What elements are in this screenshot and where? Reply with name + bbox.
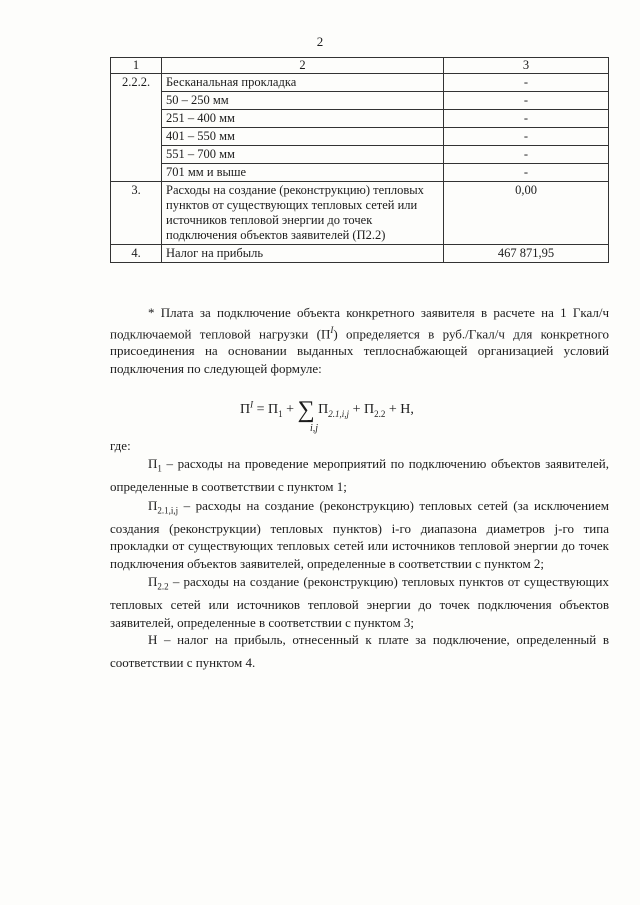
- row-description: 401 – 550 мм: [162, 128, 444, 146]
- definition-item: [110, 497, 609, 573]
- row-value: -: [444, 128, 609, 146]
- definition-symbol: П: [148, 456, 158, 471]
- table-row: [111, 128, 609, 146]
- page-number: 2: [316, 34, 324, 49]
- definitions-block: [110, 455, 609, 672]
- definition-symbol: Н: [148, 632, 158, 648]
- row-description: Бесканальная прокладка: [162, 74, 444, 92]
- row-number: 4.: [111, 245, 162, 263]
- formula-h: Н,: [400, 402, 414, 417]
- formula-lhs: П: [240, 402, 251, 417]
- formula-lhs-sup: I: [250, 399, 254, 410]
- header-cell-2: 2: [162, 58, 444, 74]
- row-description: 251 – 400 мм: [162, 110, 444, 128]
- definition-symbol: П: [148, 574, 158, 590]
- table-row: [111, 245, 609, 263]
- definition-text: – расходы на создание (реконструкцию) тепловых сетей (за исключением создания (реконструкции) тепловых пунктов) i-го диапазона диаметров j-го типа прокладки от существующих тепловых сетей или источников тепловой энергии до точек подключения объектов заявителей, определенные в соответствии с пунктом 2;: [110, 497, 609, 571]
- definition-symbol: П: [148, 497, 158, 513]
- row-number: 2.2.2.: [111, 74, 162, 92]
- definition-text: – расходы на создание (реконструкцию) тепловых пунктов от существующих тепловых сетей или источников тепловой энергии до точек подключения объектов заявителей, определенные в соответствии с пунктом 3;: [110, 574, 609, 630]
- row-number: [111, 146, 162, 164]
- footnote-superscript: I: [330, 324, 334, 335]
- cost-table: [110, 57, 609, 263]
- formula: [240, 397, 414, 434]
- table-row: [111, 110, 609, 128]
- row-description: Расходы на создание (реконструкцию) тепловых пунктов от существующих тепловых сетей или источников тепловой энергии до точек подключения объектов заявителей (П2.2): [162, 182, 444, 245]
- row-number: [111, 128, 162, 146]
- formula-p21-sub: 2.1,i,j: [328, 408, 350, 419]
- table-header-row: [111, 58, 609, 74]
- formula-p22: П: [363, 402, 375, 417]
- row-value: -: [444, 110, 609, 128]
- definition-item: [110, 631, 609, 672]
- row-number: [111, 164, 162, 182]
- definition-item: [110, 573, 609, 631]
- header-cell-3: 3: [444, 58, 609, 74]
- definition-text: – расходы на проведение мероприятий по подключению объектов заявителей, определенные в соответствии с пунктом 1;: [110, 456, 609, 495]
- formula-p1: П: [268, 402, 279, 417]
- row-value: 0,00: [444, 182, 609, 245]
- table-row: [111, 74, 609, 92]
- row-number: [111, 110, 162, 128]
- sum-index: i,j: [310, 423, 319, 434]
- definition-subscript: 2.1,i,j: [157, 505, 179, 516]
- row-value: -: [444, 164, 609, 182]
- row-value: -: [444, 92, 609, 110]
- formula-plus: +: [286, 402, 298, 417]
- formula-p21: П: [318, 402, 329, 417]
- row-value: 467 871,95: [444, 245, 609, 263]
- definition-text: – налог на прибыль, отнесенный к плате за подключение, определенный в соответствии с пунктом 4.: [110, 632, 609, 671]
- table-row: [111, 182, 609, 245]
- formula-plus: +: [388, 402, 401, 417]
- row-value: -: [444, 146, 609, 164]
- formula-p1-sub: 1: [278, 408, 283, 419]
- row-description: 701 мм и выше: [162, 164, 444, 182]
- definition-subscript: 2.2: [157, 581, 169, 592]
- definition-item: [110, 455, 609, 496]
- row-description: 50 – 250 мм: [162, 92, 444, 110]
- table-row: [111, 92, 609, 110]
- sum-symbol: ∑: [297, 397, 315, 423]
- row-number: 3.: [111, 182, 162, 245]
- formula-equals: =: [256, 402, 269, 417]
- row-number: [111, 92, 162, 110]
- header-cell-1: 1: [111, 58, 162, 74]
- table-row: [111, 146, 609, 164]
- footnote-text: * Плата за подключение объекта конкретного заявителя в расчете на 1 Гкал/ч подключаемой тепловой нагрузки $(П^I)$ определяется в руб./Гкал/ч для конкретного присоединения на основании выданных теплоснабжающей организацией условий подключения по следующей формуле:: [110, 305, 609, 376]
- formula-p22-sub: 2.2: [374, 408, 386, 419]
- footnote-block: [110, 304, 609, 377]
- row-description: 551 – 700 мм: [162, 146, 444, 164]
- row-value: -: [444, 74, 609, 92]
- where-label: где:: [110, 438, 131, 453]
- definition-subscript: 1: [157, 463, 162, 474]
- table-row: [111, 164, 609, 182]
- formula-plus: +: [352, 402, 364, 417]
- row-description: Налог на прибыль: [162, 245, 444, 263]
